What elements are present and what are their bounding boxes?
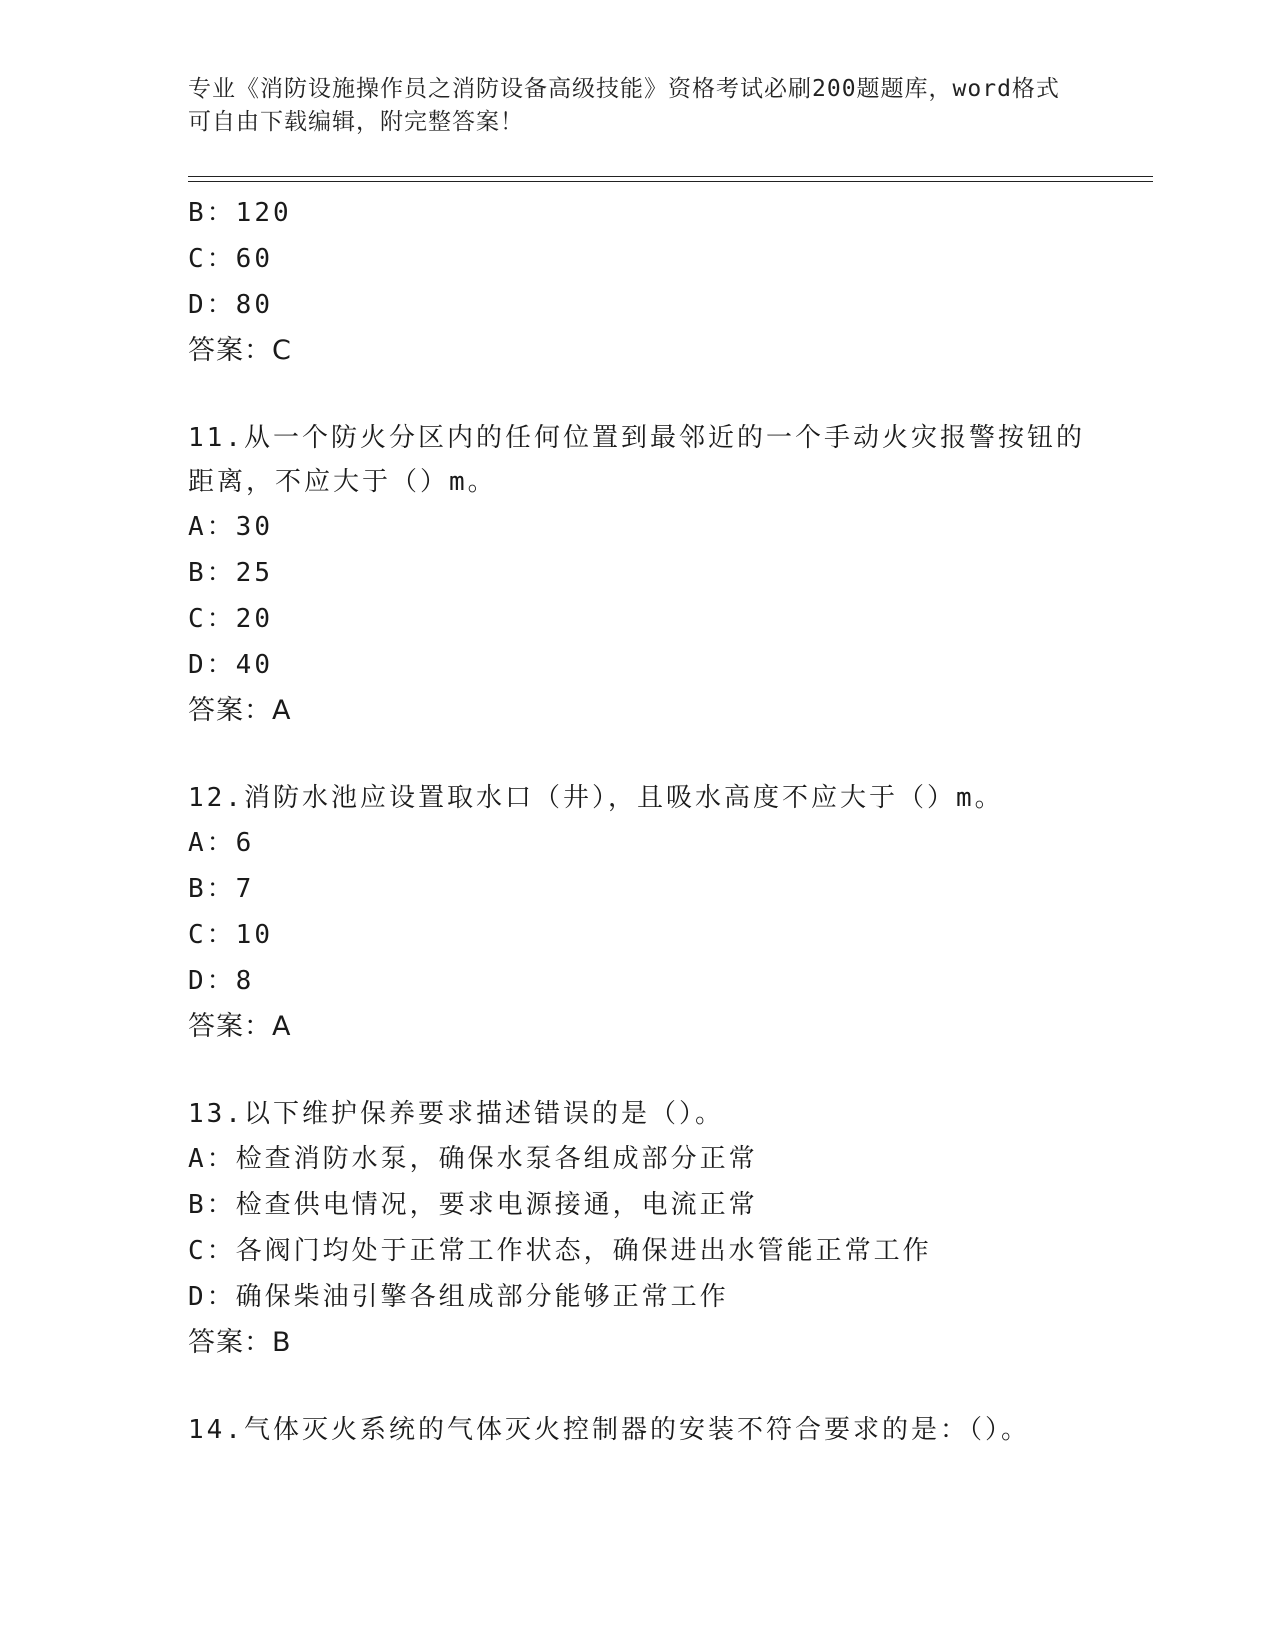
option-d: D：80 — [188, 290, 273, 320]
header-divider-thin — [188, 176, 1153, 177]
header-divider-thick — [188, 181, 1153, 182]
question-stem: 12.消防水池应设置取水口（井），且吸水高度不应大于（）m。 — [188, 783, 1004, 813]
option-b: B：7 — [188, 874, 255, 904]
answer-line: 答案：B — [188, 1327, 292, 1358]
document-header: 专业《消防设施操作员之消防设备高级技能》资格考试必刷200题题库，word格式可自由下载编辑，附完整答案！ — [188, 76, 1060, 135]
option-b: B：120 — [188, 198, 292, 228]
option-c: C：10 — [188, 920, 273, 950]
question-stem: 14.气体灭火系统的气体灭火控制器的安装不符合要求的是：（）。 — [188, 1415, 1030, 1445]
question-stem: 13.以下维护保养要求描述错误的是（）。 — [188, 1099, 724, 1129]
prev-question-options — [188, 190, 1148, 374]
question-13 — [188, 1092, 1148, 1366]
question-11 — [188, 416, 1148, 734]
option-a: A：30 — [188, 512, 273, 542]
option-b: B：检查供电情况，要求电源接通，电流正常 — [188, 1190, 758, 1220]
option-d: D：40 — [188, 650, 273, 680]
option-c: C：各阀门均处于正常工作状态，确保进出水管能正常工作 — [188, 1236, 932, 1266]
answer-line: 答案：C — [188, 335, 292, 366]
answer-line: 答案：A — [188, 1011, 292, 1042]
question-content — [188, 190, 1148, 1452]
question-14 — [188, 1408, 1148, 1452]
answer-line: 答案：A — [188, 695, 292, 726]
question-12 — [188, 776, 1148, 1050]
option-b: B：25 — [188, 558, 273, 588]
option-a: A：检查消防水泵，确保水泵各组成部分正常 — [188, 1144, 758, 1174]
option-d: D：8 — [188, 966, 255, 996]
option-c: C：20 — [188, 604, 273, 634]
option-a: A：6 — [188, 828, 255, 858]
question-stem: 11.从一个防火分区内的任何位置到最邻近的一个手动火灾报警按钮的距离，不应大于（）m。 — [188, 423, 1085, 497]
option-d: D：确保柴油引擎各组成部分能够正常工作 — [188, 1282, 729, 1312]
option-c: C：60 — [188, 244, 273, 274]
